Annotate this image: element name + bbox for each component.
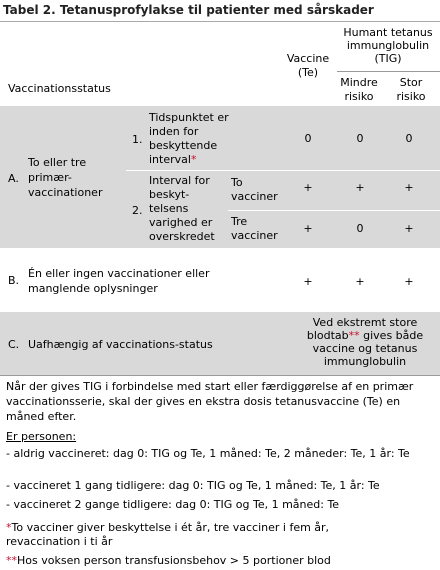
footnote-1: [6, 521, 406, 549]
row-a1-text: [149, 111, 229, 167]
row-a-divider-2: [228, 210, 440, 211]
header-status: Vaccinationsstatus: [8, 82, 111, 95]
row-b-letter: B.: [8, 274, 20, 287]
header-minor-risk: Mindre risiko: [340, 76, 378, 103]
row-c-letter: C.: [8, 338, 20, 351]
note-intro: Når der gives TIG i forbindelse med start eller færdiggørelse af en primær vaccinationsserie, skal der gives en ekstra dosis tetanusvaccine (Te) en måned efter.: [6, 380, 414, 423]
row-a1-minor: 0: [356, 132, 364, 145]
row-c-text-post: gives både vaccine og tetanus immunglobulin: [312, 329, 424, 368]
row-a-divider-1: [126, 170, 440, 171]
footnote-1-text: To vacciner giver beskyttelse i ét år, tre vacciner i fem år, revaccination i ti år: [6, 521, 330, 548]
row-a-letter: A.: [8, 172, 19, 185]
header-tig-underline: [337, 71, 440, 72]
footnote-2-text: Hos voksen person transfusionsbehov > 5 portioner blod: [17, 554, 331, 567]
note-bullet-once: - vaccineret 1 gang tidligere: dag 0: TIG og Te, 1 måned: Te, 1 år: Te: [6, 479, 380, 492]
row-a2-two-label: To vacciner: [231, 176, 278, 203]
row-a1-text-content: Tidspunktet er inden for beskyttende interval: [149, 111, 229, 166]
row-a2-three-label: Tre vacciner: [231, 215, 278, 242]
row-a2-text: Interval for beskyt-telsens varighed er overskredet: [149, 174, 215, 243]
row-c-text-pre: Ved ekstremt store blodtab: [306, 316, 418, 342]
header-tig: Humant tetanus immunglobulin (TIG): [343, 26, 433, 65]
row-c-label: Uafhængig af vaccinations-status: [28, 338, 213, 351]
row-a1-number: 1.: [132, 133, 143, 146]
footnote-2: [6, 553, 426, 568]
footnote-1-marker: *: [6, 521, 12, 534]
row-a1-marker: *: [190, 153, 197, 166]
row-a2-three-vaccine: +: [303, 222, 313, 235]
row-a1-major: 0: [405, 132, 413, 145]
row-a2-two-major: +: [404, 181, 414, 194]
row-a2-three-minor: 0: [356, 222, 364, 235]
row-a2-two-minor: +: [355, 181, 365, 194]
row-a2-two-vaccine: +: [303, 181, 313, 194]
row-b-major: +: [404, 275, 414, 288]
row-a-label: To eller tre primær-vaccinationer: [28, 156, 103, 199]
footnote-2-marker: **: [6, 554, 17, 567]
table-header: [0, 22, 440, 106]
row-a2-three-major: +: [404, 222, 414, 235]
row-c-marker: **: [348, 329, 360, 342]
header-major-risk: Stor risiko: [396, 76, 426, 103]
note-bullet-never: - aldrig vaccineret: dag 0: TIG og Te, 1 måned: Te, 2 måneder: Te, 1 år: Te: [6, 447, 410, 460]
row-b-minor: +: [355, 275, 365, 288]
row-a2-number: 2.: [132, 204, 143, 217]
row-b-vaccine: +: [303, 275, 313, 288]
table-title: Tabel 2. Tetanusprofylakse til patienter med sårskader: [0, 0, 440, 22]
row-a1-vaccine: 0: [304, 132, 312, 145]
row-b-label: Én eller ingen vaccinationer eller manglende oplysninger: [28, 267, 210, 295]
row-c-text: [292, 316, 438, 368]
note-person-heading: Er personen:: [6, 430, 77, 443]
note-bullet-twice: - vaccineret 2 gange tidligere: dag 0: TIG og Te, 1 måned: Te: [6, 498, 340, 511]
header-vaccine: Vaccine (Te): [286, 52, 330, 79]
